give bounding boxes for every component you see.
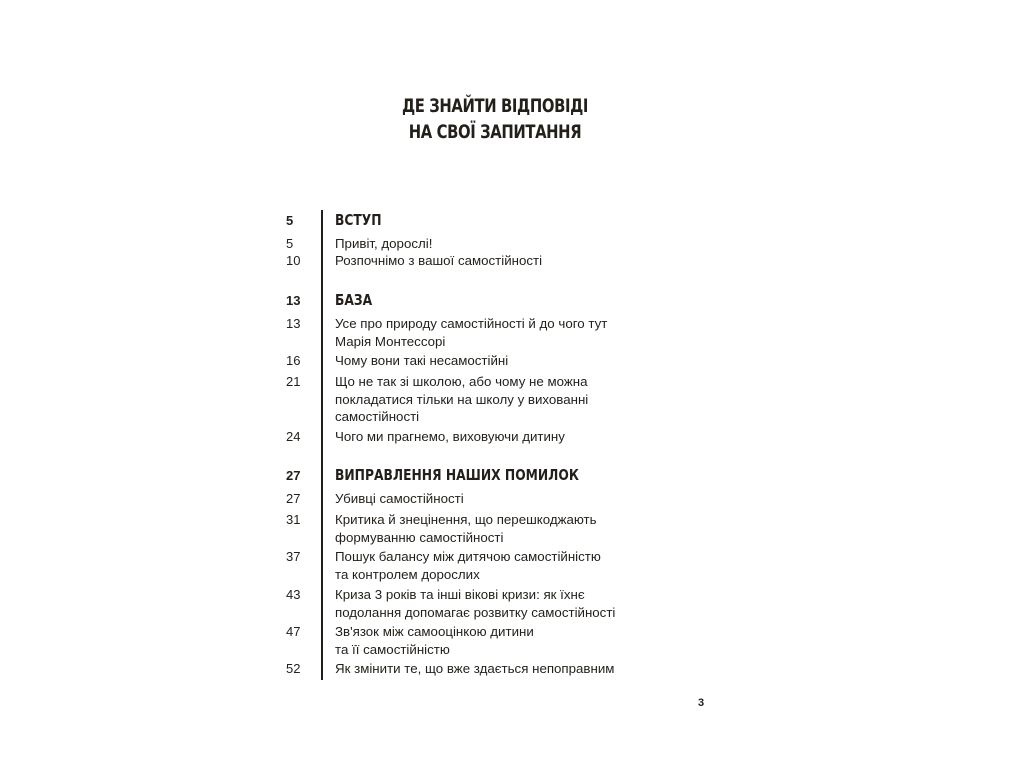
entry-title: Що не так зі школою, або чому не можна покладатися тільки на школу у вихованні самостійності xyxy=(335,374,589,424)
page-title-line-2: НА СВОЇ ЗАПИТАННЯ xyxy=(408,121,582,143)
entry-page-number: 31 xyxy=(286,512,301,527)
page-title-line-1: ДЕ ЗНАЙТИ ВІДПОВІДІ xyxy=(401,95,589,117)
entry-title: Чого ми прагнемо, виховуючи дитину xyxy=(335,429,565,444)
entry-page-number: 16 xyxy=(286,353,301,368)
section-title: БАЗА xyxy=(335,291,373,309)
entry-title: Пошук балансу між дитячою самостійністю та контролем дорослих xyxy=(335,549,601,582)
page-title xyxy=(109,93,881,145)
entry-page-number: 10 xyxy=(286,253,301,268)
entry-title: Як змінити те, що вже здається непоправним xyxy=(335,661,615,676)
entry-title: Чому вони такі несамостійні xyxy=(335,353,509,368)
toc-divider-rule xyxy=(321,210,323,680)
entry-title: Критика й знецінення, що перешкоджають формуванню самостійності xyxy=(335,512,597,545)
entry-page-number: 5 xyxy=(286,236,294,251)
entry-title: Криза 3 років та інші вікові кризи: як їхнє подолання допомагає розвитку самостійності xyxy=(335,587,616,620)
entry-title: Розпочнімо з вашої самостійності xyxy=(335,253,543,268)
entry-title: Привіт, дорослі! xyxy=(335,236,433,251)
entry-page-number: 37 xyxy=(286,549,301,564)
entry-page-number: 24 xyxy=(286,429,301,444)
entry-page-number: 47 xyxy=(286,624,301,639)
entry-page-number: 21 xyxy=(286,374,301,389)
section-title: ВСТУП xyxy=(335,211,382,229)
entry-page-number: 27 xyxy=(286,491,301,506)
section-page-number: 5 xyxy=(286,213,294,228)
entry-title: Усе про природу самостійності й до чого тут Марія Монтессорі xyxy=(335,316,608,349)
entry-page-number: 13 xyxy=(286,316,301,331)
section-page-number: 13 xyxy=(286,293,301,308)
section-title: ВИПРАВЛЕННЯ НАШИХ ПОМИЛОК xyxy=(335,466,579,484)
section-page-number: 27 xyxy=(286,468,301,483)
entry-page-number: 43 xyxy=(286,587,301,602)
entry-title: Убивці самостійності xyxy=(335,491,464,506)
entry-page-number: 52 xyxy=(286,661,301,676)
entry-title: Зв'язок між самооцінкою дитини та її самостійністю xyxy=(335,624,534,657)
page-number: 3 xyxy=(698,697,705,709)
